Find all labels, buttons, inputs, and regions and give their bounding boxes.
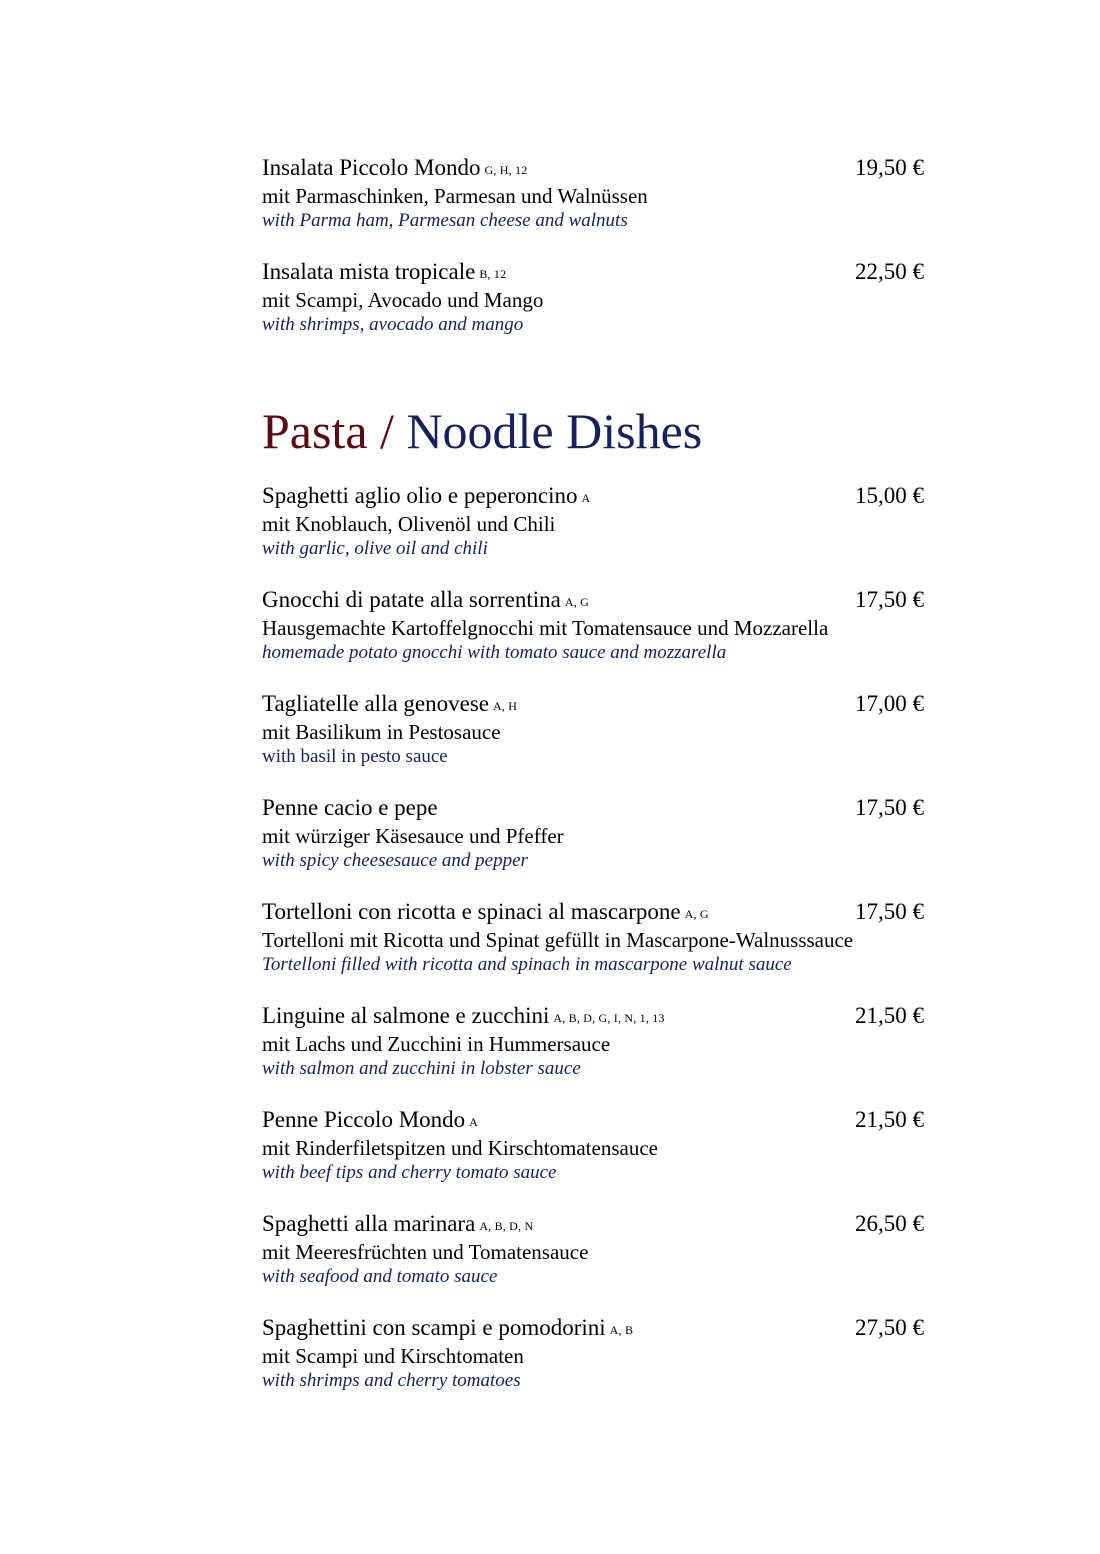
menu-item [262,1107,924,1185]
dish-price: 17,50 € [855,899,924,924]
menu-item [262,1315,924,1393]
dish-description-en: with shrimps and cherry tomatoes [262,1370,521,1391]
dish-description-de: mit Basilikum in Pestosauce [262,720,501,744]
dish-name: Penne cacio e pepe [262,795,438,820]
allergen-codes: A, G [684,907,709,921]
dish-name: Linguine al salmone e zucchini [262,1003,550,1028]
menu-item [262,1003,924,1081]
dish-name-line [262,483,924,511]
dish-price: 21,50 € [855,1107,924,1132]
salad-list [262,155,924,337]
menu-item [262,899,924,977]
section-title-part1: Pasta / [262,403,394,459]
dish-name-line [262,1315,924,1343]
allergen-codes: B, 12 [479,267,507,281]
dish-description-de: mit Scampi und Kirschtomaten [262,1344,524,1368]
dish-name-line [262,1003,924,1031]
dish-description-de: mit Knoblauch, Olivenöl und Chili [262,512,556,536]
dish-description-de: Hausgemachte Kartoffelgnocchi mit Tomatensauce und Mozzarella [262,616,829,640]
menu-item [262,259,924,337]
allergen-codes: A, H [493,699,518,713]
dish-name: Tagliatelle alla genovese [262,691,490,716]
allergen-codes: A [581,491,591,505]
menu-item [262,1211,924,1289]
dish-price: 15,00 € [855,483,924,508]
allergen-codes: G, H, 12 [484,163,528,177]
dish-description-en: with spicy cheesesauce and pepper [262,850,528,871]
dish-description-de: mit Lachs und Zucchini in Hummersauce [262,1032,611,1056]
dish-description-de: mit würziger Käsesauce und Pfeffer [262,824,564,848]
dish-price: 19,50 € [855,155,924,180]
menu-item [262,691,924,769]
dish-description-en: Tortelloni filled with ricotta and spinach in mascarpone walnut sauce [262,954,792,975]
dish-description-en: with seafood and tomato sauce [262,1266,498,1287]
dish-description-en: with beef tips and cherry tomato sauce [262,1162,557,1183]
dish-name-line [262,1107,924,1135]
dish-description-de: mit Scampi, Avocado und Mango [262,288,544,312]
dish-name: Gnocchi di patate alla sorrentina [262,587,561,612]
menu-item [262,587,924,665]
dish-description-en: with Parma ham, Parmesan cheese and walnuts [262,210,628,231]
dish-name-line [262,155,924,183]
dish-name: Insalata Piccolo Mondo [262,155,481,180]
dish-price: 17,00 € [855,691,924,716]
dish-name: Spaghettini con scampi e pomodorini [262,1315,606,1340]
dish-description-de: mit Meeresfrüchten und Tomatensauce [262,1240,589,1264]
allergen-codes: A [469,1115,479,1129]
allergen-codes: A, B [609,1323,634,1337]
dish-description-en: homemade potato gnocchi with tomato sauce and mozzarella [262,642,727,663]
dish-description-en: with salmon and zucchini in lobster sauce [262,1058,581,1079]
dish-name: Tortelloni con ricotta e spinaci al mascarpone [262,899,681,924]
dish-name: Spaghetti alla marinara [262,1211,476,1236]
dish-description-de: Tortelloni mit Ricotta und Spinat gefüllt in Mascarpone-Walnusssauce [262,928,854,952]
dish-price: 27,50 € [855,1315,924,1340]
dish-name-line [262,1211,924,1239]
pasta-list [262,483,924,1393]
dish-name-line [262,899,924,927]
dish-description-de: mit Parmaschinken, Parmesan und Walnüssen [262,184,648,208]
dish-price: 26,50 € [855,1211,924,1236]
dish-price: 21,50 € [855,1003,924,1028]
menu-item [262,483,924,561]
dish-price: 22,50 € [855,259,924,284]
dish-name-line [262,795,924,823]
dish-description-en: with basil in pesto sauce [262,746,448,767]
dish-name: Penne Piccolo Mondo [262,1107,466,1132]
allergen-codes: A, B, D, G, I, N, 1, 13 [553,1011,665,1025]
dish-name: Spaghetti aglio olio e peperoncino [262,483,578,508]
dish-price: 17,50 € [855,587,924,612]
dish-name-line [262,587,924,615]
allergen-codes: A, G [564,595,590,609]
dish-name-line [262,691,924,719]
dish-name: Insalata mista tropicale [262,259,476,284]
menu-page [262,155,924,1393]
menu-item [262,155,924,233]
dish-description-en: with shrimps, avocado and mango [262,314,524,335]
dish-description-en: with garlic, olive oil and chili [262,538,488,559]
allergen-codes: A, B, D, N [479,1219,534,1233]
menu-item [262,795,924,873]
dish-price: 17,50 € [855,795,924,820]
section-title-part2: Noodle Dishes [406,403,703,459]
dish-name-line [262,259,924,287]
section-heading [262,401,924,461]
dish-description-de: mit Rinderfiletspitzen und Kirschtomatensauce [262,1136,658,1160]
